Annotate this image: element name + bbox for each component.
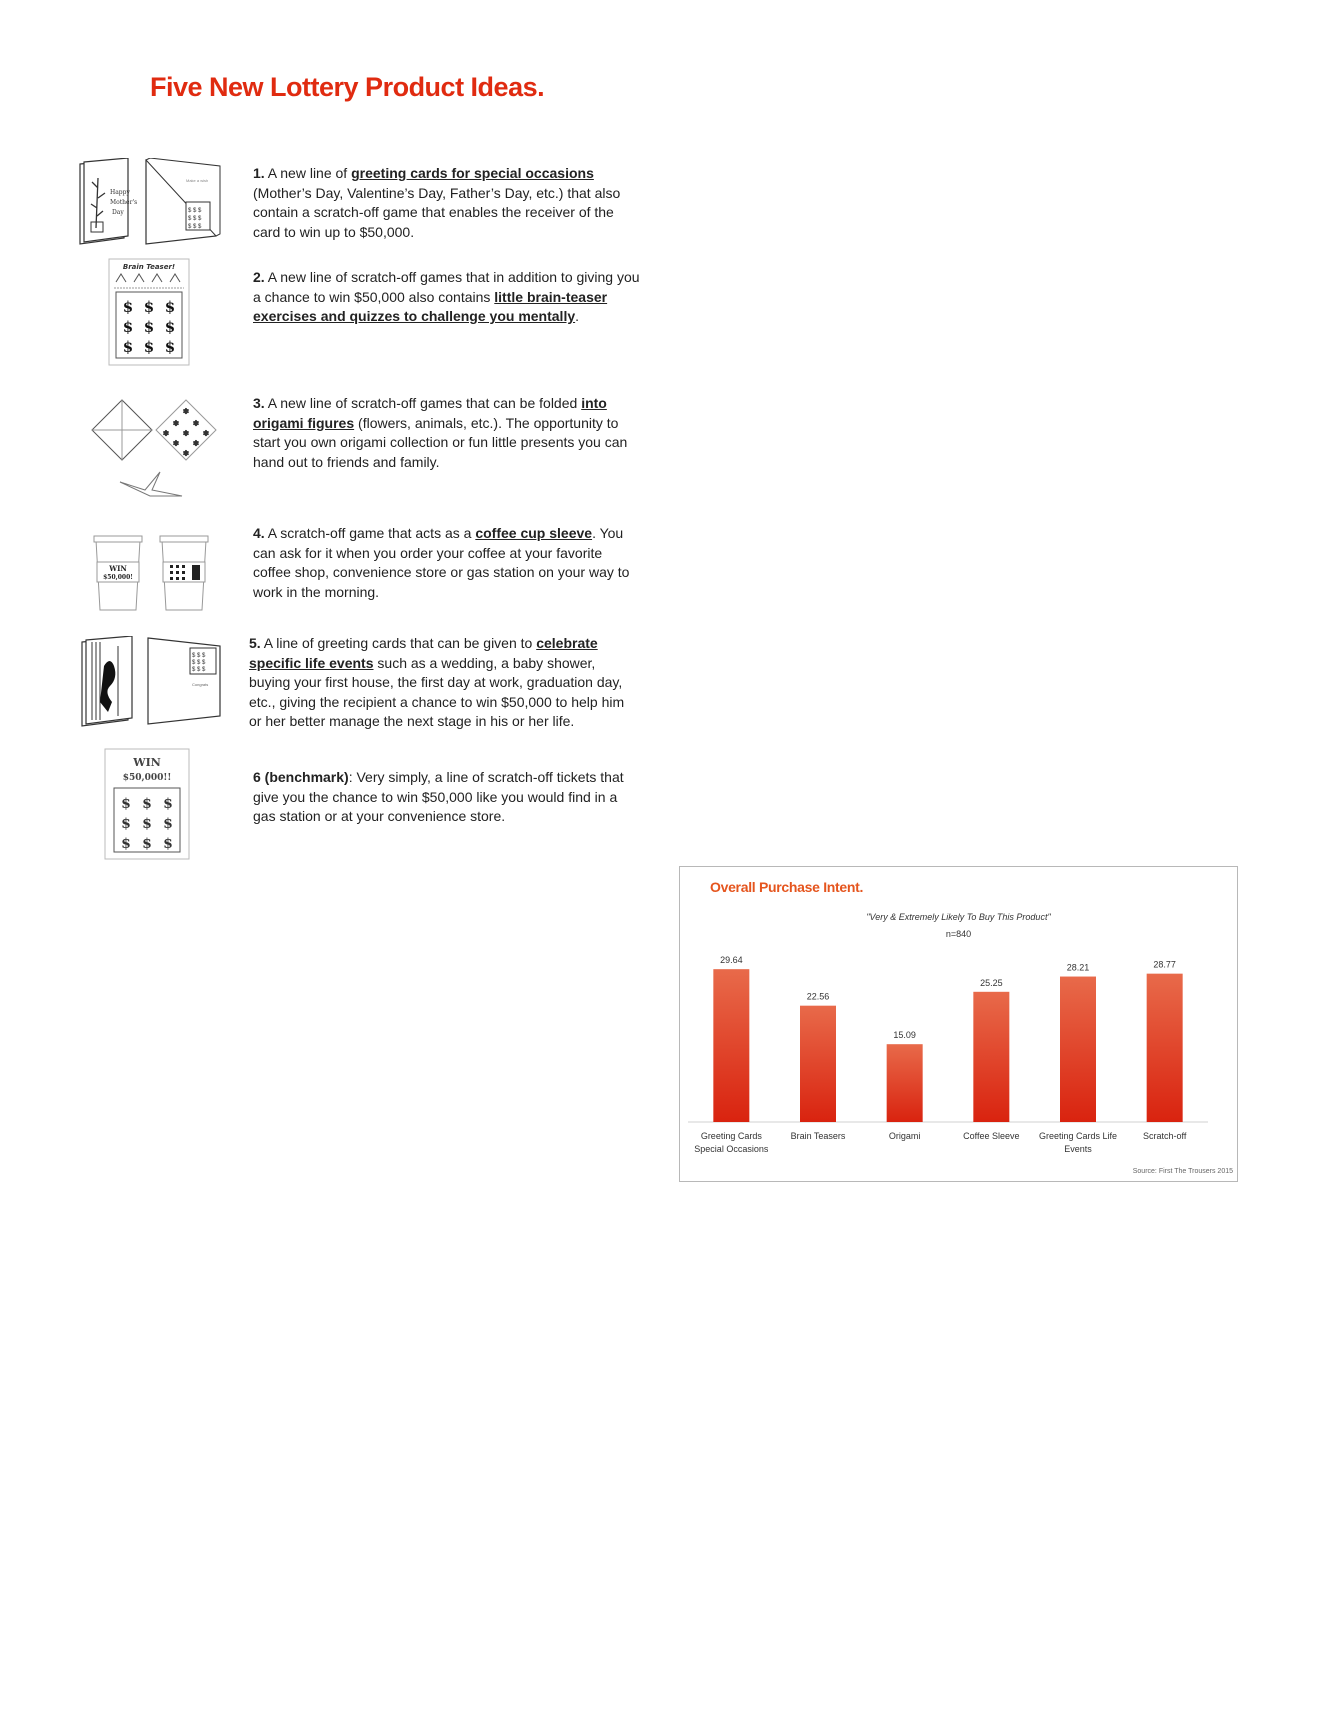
greeting-card-illustration bbox=[76, 158, 226, 246]
idea-text: (flowers, animals, etc.). The opportunity to start you own origami collection or fun little presents you can hand out to friends and family. bbox=[253, 414, 628, 470]
bar-value-label: 22.56 bbox=[806, 991, 830, 1002]
purchase-intent-chart bbox=[679, 866, 1238, 1182]
idea-text: A line of greeting cards that can be given to bbox=[260, 635, 537, 651]
chart-subtitle: "Very & Extremely Likely To Buy This Product" bbox=[866, 912, 1051, 922]
win-amount-label: $50,000!! bbox=[122, 773, 172, 783]
life-event-card-illustration bbox=[78, 636, 228, 728]
svg-text:✽: ✽ bbox=[182, 429, 190, 438]
svg-text:✽: ✽ bbox=[162, 429, 170, 438]
svg-text:$: $ bbox=[163, 796, 173, 812]
svg-text:✽: ✽ bbox=[202, 429, 210, 438]
idea-highlight: little brain-teaser exercises and quizzes to challenge you mentally bbox=[253, 288, 608, 324]
svg-text:$: $ bbox=[122, 338, 134, 356]
category-label: Events bbox=[1064, 1144, 1092, 1154]
idea-text: A new line of bbox=[264, 165, 352, 181]
svg-text:$: $ bbox=[164, 318, 176, 336]
brain-teaser-ticket-illustration bbox=[108, 258, 190, 366]
idea-text: . bbox=[575, 308, 580, 324]
win-label: WIN bbox=[133, 756, 161, 769]
svg-text:$: $ bbox=[121, 836, 131, 852]
svg-text:$: $ bbox=[163, 836, 173, 852]
bar-value-label: 28.77 bbox=[1153, 959, 1176, 970]
idea-number: 5. bbox=[249, 635, 261, 651]
svg-text:$: $ bbox=[121, 796, 131, 812]
scratch-off-ticket-illustration bbox=[104, 748, 190, 860]
idea-text: A new line of scratch-off games that in addition to giving you a chance to win $50,000 also contains bbox=[253, 269, 640, 305]
brain-teaser-label: Brain Teaser! bbox=[122, 263, 176, 271]
category-label: Coffee Sleeve bbox=[963, 1131, 1020, 1141]
svg-text:✽: ✽ bbox=[172, 439, 180, 448]
svg-text:$: $ bbox=[122, 298, 134, 316]
svg-text:Make a wish: Make a wish bbox=[186, 178, 209, 183]
idea-highlight: into origami figures bbox=[253, 395, 607, 431]
svg-text:$: $ bbox=[143, 318, 155, 336]
bar-6 bbox=[1147, 974, 1183, 1122]
svg-text:$ $ $: $ $ $ bbox=[188, 208, 202, 214]
bar-value-label: 15.09 bbox=[893, 1030, 916, 1041]
svg-text:$ $ $: $ $ $ bbox=[192, 667, 206, 673]
idea-number: 6 (benchmark) bbox=[253, 769, 349, 785]
idea-2 bbox=[253, 268, 643, 327]
svg-text:✽: ✽ bbox=[192, 419, 200, 428]
category-label: Special Occasions bbox=[694, 1144, 769, 1154]
bar-3 bbox=[887, 1044, 923, 1122]
svg-text:$: $ bbox=[142, 816, 152, 832]
svg-text:$ $ $: $ $ $ bbox=[188, 224, 202, 230]
bar-5 bbox=[1060, 977, 1096, 1122]
svg-text:$ $ $: $ $ $ bbox=[192, 660, 206, 666]
idea-6 bbox=[253, 768, 643, 827]
category-label: Brain Teasers bbox=[790, 1131, 846, 1141]
idea-3 bbox=[253, 394, 643, 472]
idea-number: 1. bbox=[253, 165, 265, 181]
chart-source: Source: First The Trousers 2015 bbox=[1132, 1168, 1233, 1175]
svg-text:$: $ bbox=[164, 298, 176, 316]
idea-text: A new line of scratch-off games that can be folded bbox=[264, 395, 582, 411]
idea-text: : Very simply, a line of scratch-off tickets that give you the chance to win $50,000 like you would find in a gas station or at your convenience store. bbox=[253, 769, 624, 824]
bar-value-label: 29.64 bbox=[720, 955, 743, 966]
coffee-cup-illustration bbox=[92, 534, 212, 614]
svg-text:$: $ bbox=[122, 318, 134, 336]
idea-4 bbox=[253, 524, 643, 602]
chart-sample-size: n=840 bbox=[945, 929, 972, 939]
svg-text:$: $ bbox=[142, 796, 152, 812]
idea-number: 3. bbox=[253, 395, 265, 411]
svg-text:✽: ✽ bbox=[192, 439, 200, 448]
cup-win-label: WIN bbox=[109, 564, 127, 573]
svg-text:Happy: Happy bbox=[110, 189, 130, 196]
svg-text:$: $ bbox=[142, 836, 152, 852]
svg-text:✽: ✽ bbox=[182, 449, 190, 458]
idea-number: 4. bbox=[253, 525, 265, 541]
idea-text: . You can ask for it when you order your coffee at your favorite coffee shop, convenience store or gas station on your way to work in the morning. bbox=[253, 525, 630, 600]
bar-2 bbox=[800, 1006, 836, 1122]
page-title: Five New Lottery Product Ideas. bbox=[150, 72, 545, 102]
category-label: Greeting Cards Life bbox=[1038, 1131, 1118, 1141]
idea-5 bbox=[249, 634, 639, 732]
svg-text:$: $ bbox=[164, 338, 176, 356]
cup-amount-label: $50,000! bbox=[103, 574, 133, 581]
svg-text:✽: ✽ bbox=[182, 407, 190, 416]
idea-text: such as a wedding, a baby shower, buying your first house, the first day at work, graduation day, etc., giving the recipient a chance to win $50,000 to help him or her better manage the next stage in his or her life. bbox=[249, 654, 625, 729]
idea-highlight: coffee cup sleeve bbox=[475, 525, 593, 541]
bar-4 bbox=[973, 992, 1009, 1122]
category-label: Greeting Cards bbox=[700, 1131, 762, 1141]
svg-text:$: $ bbox=[121, 816, 131, 832]
bar-value-label: 25.25 bbox=[980, 977, 1003, 988]
svg-text:$ $ $: $ $ $ bbox=[192, 653, 206, 659]
svg-text:$ $ $: $ $ $ bbox=[188, 216, 202, 222]
idea-1 bbox=[253, 164, 643, 242]
bar-1 bbox=[713, 969, 749, 1122]
category-label: Origami bbox=[888, 1131, 921, 1141]
svg-text:Congrats: Congrats bbox=[192, 682, 209, 687]
svg-text:Mother's: Mother's bbox=[110, 199, 138, 206]
svg-text:✽: ✽ bbox=[172, 419, 180, 428]
idea-highlight: greeting cards for special occasions bbox=[351, 165, 594, 181]
bar-value-label: 28.21 bbox=[1066, 962, 1090, 973]
idea-number: 2. bbox=[253, 269, 265, 285]
svg-text:$: $ bbox=[163, 816, 173, 832]
svg-text:Day: Day bbox=[112, 209, 124, 216]
origami-illustration bbox=[90, 392, 220, 502]
idea-text: (Mother’s Day, Valentine’s Day, Father’s Day, etc.) that also contain a scratch-off game that enables the receiver of the card to win up to $50,000. bbox=[253, 184, 621, 240]
idea-text: A scratch-off game that acts as a bbox=[264, 525, 476, 541]
category-label: Scratch-off bbox=[1142, 1131, 1187, 1141]
idea-highlight: celebrate specific life events bbox=[249, 635, 598, 671]
svg-text:$: $ bbox=[143, 338, 155, 356]
svg-text:$: $ bbox=[143, 298, 155, 316]
chart-title: Overall Purchase Intent. bbox=[710, 879, 864, 895]
